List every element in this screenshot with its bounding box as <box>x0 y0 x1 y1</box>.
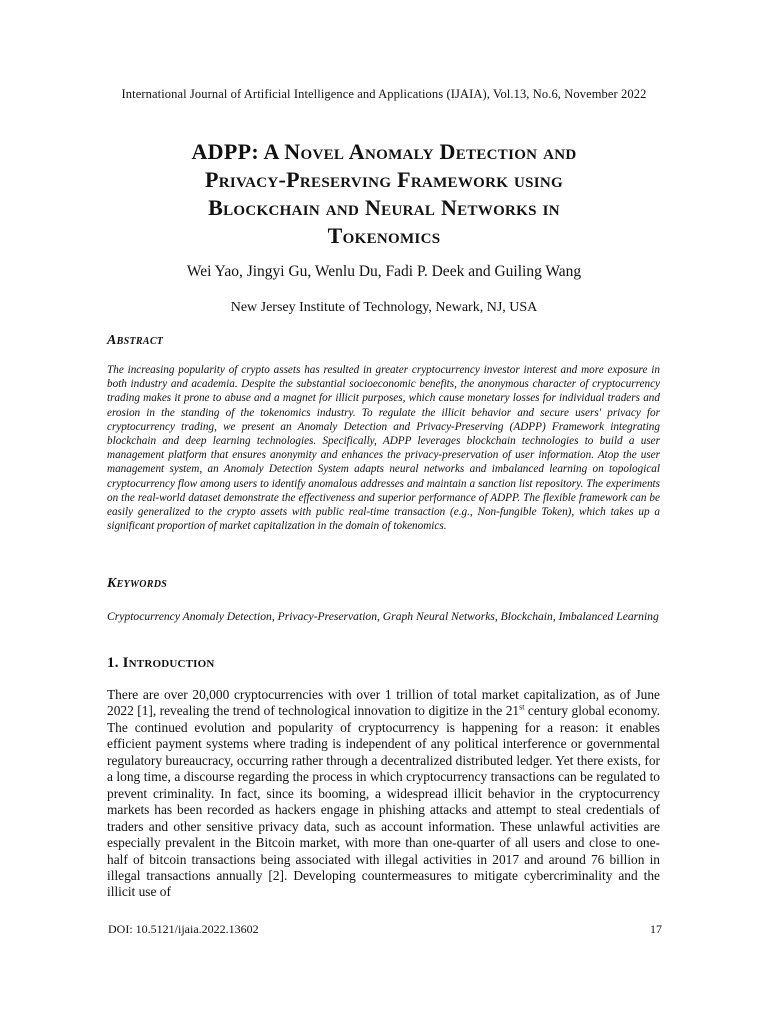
intro-text-part: There are over 20,000 cryptocurrencies with over 1 trillion of total market capitalization, as of June 2022 [1], revealing the trend of technological innovation to digitize in the 21 <box>107 687 660 719</box>
paper-title <box>100 138 668 250</box>
running-head: International Journal of Artificial Intelligence and Applications (IJAIA), Vol.13, No.6, November 2022 <box>121 87 647 101</box>
abstract-text: The increasing popularity of crypto assets has resulted in greater cryptocurrency investor interest and more exposure in both industry and academia. Despite the substantial socioeconomic benefits, the anonymous character of cryptocurrency trading makes it prone to abuse and a magnet for illicit purposes, which cause monetary losses for individual traders and erosion in the standing of the tokenomics industry. To regulate the illicit behavior and secure users' privacy for cryptocurrency trading, we present an Anomaly Detection and Privacy-Preserving (ADPP) Framework integrating blockchain and deep learning technologies. Specifically, ADPP leverages blockchain technologies to build a user management platform that ensures anonymity and enhances the privacy-preservation of user information. Atop the user management system, an Anomaly Detection System adapts neural networks and imbalanced learning on topological cryptocurrency flow among users to identify anomalous addresses and maintain a sanction list repository. The experiments on the real-world dataset demonstrate the effectiveness and superior performance of ADPP. The flexible framework can be easily generalized to the crypto assets with public real-time transaction (e.g., Non-fungible Token), which takes up a significant proportion of market capitalization in the domain of tokenomics. <box>107 364 660 533</box>
title-line: Tokenomics <box>327 223 441 248</box>
page-number: 17 <box>650 922 662 936</box>
introduction-heading: 1. Introduction <box>107 655 215 671</box>
keywords-text: Cryptocurrency Anomaly Detection, Privacy-Preservation, Graph Neural Networks, Blockchain, Imbalanced Learning <box>107 610 659 623</box>
introduction-paragraph <box>107 687 660 901</box>
title-line: ADPP: A Novel Anomaly Detection and <box>191 139 577 164</box>
author-list: Wei Yao, Jingyi Gu, Wenlu Du, Fadi P. Deek and Guiling Wang <box>186 263 582 280</box>
doi-footer: DOI: 10.5121/ijaia.2022.13602 <box>108 922 259 936</box>
title-line: Blockchain and Neural Networks in <box>208 195 560 220</box>
keywords-heading: Keywords <box>107 576 168 591</box>
abstract-heading: Abstract <box>107 333 164 348</box>
intro-text-part: century global economy. The continued evolution and popularity of cryptocurrency is happening for a reason: it enables efficient payment systems where trading is independent of any political interference or governmental regulatory bureaucracy, occurring rather through a decentralized distributed ledger. Yet there exists, for a long time, a discourse regarding the process in which cryptocurrency transactions can be regulated to prevent criminality. In fact, since its booming, a widespread illicit behavior in the cryptocurrency markets has been recorded as hackers engage in phishing attacks and attempt to steal credentials of traders and other sensitive privacy data, such as account information. These unlawful activities are especially prevalent in the Bitcoin market, with more than one-quarter of all users and close to one-half of bitcoin transactions being associated with illegal activities in 2017 and around 76 billion in illegal transactions annually [2]. Developing countermeasures to mitigate cybercriminality and the illicit use of <box>107 703 660 900</box>
superscript: st <box>519 702 525 712</box>
affiliation: New Jersey Institute of Technology, Newark, NJ, USA <box>230 300 538 315</box>
title-line: Privacy-Preserving Framework using <box>204 167 564 192</box>
